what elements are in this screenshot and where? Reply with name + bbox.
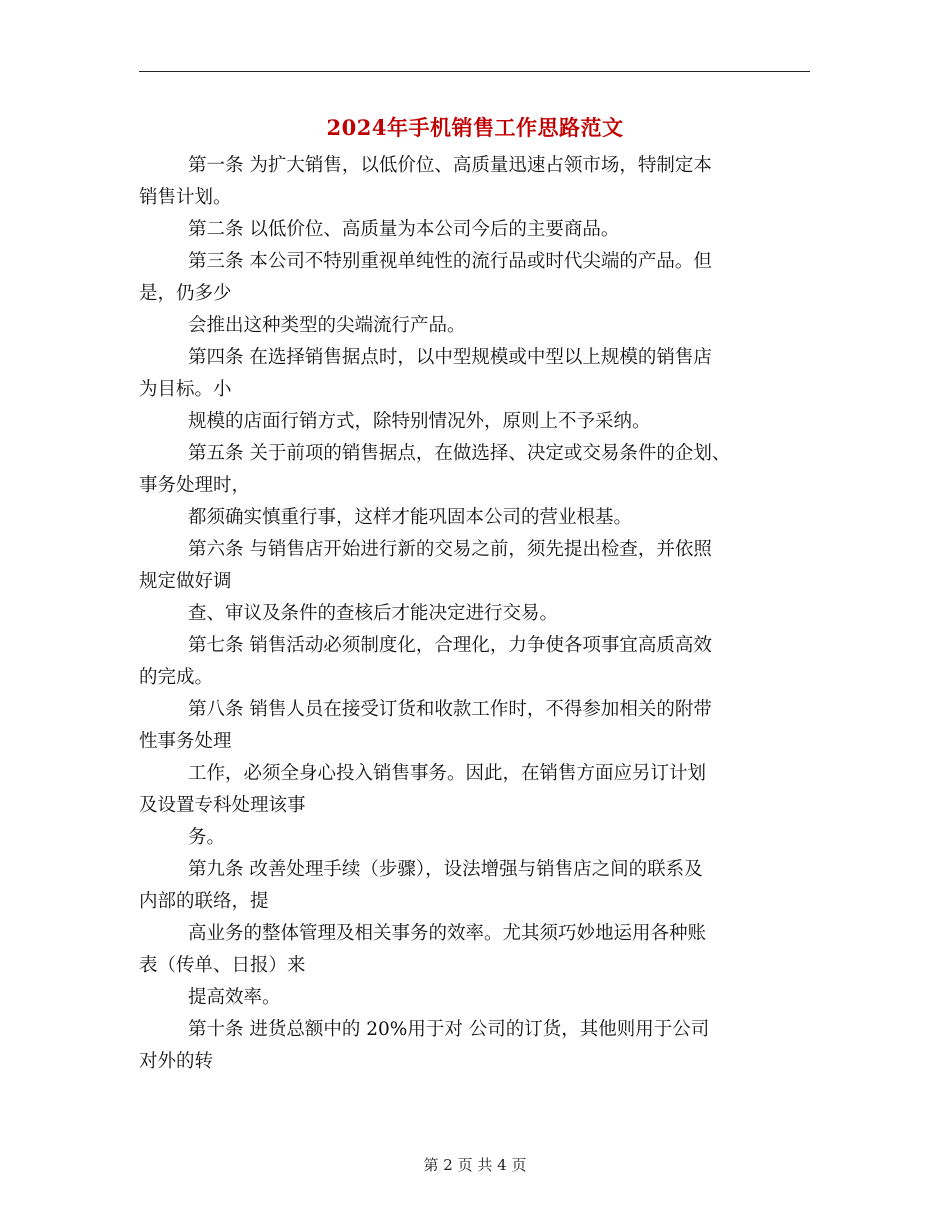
text-line: 第三条 本公司不特别重视单纯性的流行品或时代尖端的产品。但 <box>188 251 712 272</box>
header-rule <box>139 71 810 72</box>
text-line: 事务处理时， <box>139 475 251 496</box>
text-line: 的完成。 <box>139 667 214 688</box>
text-line: 规定做好调 <box>139 571 232 592</box>
text-line: 查、审议及条件的查核后才能决定进行交易。 <box>188 603 559 624</box>
text-line: 提高效率。 <box>188 987 281 1008</box>
text-line: 性事务处理 <box>139 731 232 752</box>
text-line: 及设置专科处理该事 <box>139 795 306 816</box>
text-line: 第五条 关于前项的销售据点，在做选择、决定或交易条件的企划、 <box>188 443 731 464</box>
text-line: 第九条 改善处理手续（步骤），设法增强与销售店之间的联系及 <box>188 859 703 880</box>
text-line: 第二条 以低价位、高质量为本公司今后的主要商品。 <box>188 219 620 240</box>
text-line: 高业务的整体管理及相关事务的效率。尤其须巧妙地运用各种账 <box>188 923 707 944</box>
text-line: 为目标。小 <box>139 379 232 400</box>
text-line: 表（传单、日报）来 <box>139 955 306 976</box>
text-line: 对外的转 <box>139 1051 214 1072</box>
text-line: 规模的店面行销方式，除特别情况外，原则上不予采纳。 <box>188 411 651 432</box>
text-line: 第八条 销售人员在接受订货和收款工作时，不得参加相关的附带 <box>188 699 712 720</box>
text-line: 会推出这种类型的尖端流行产品。 <box>188 315 466 336</box>
text-line: 销售计划。 <box>139 187 232 208</box>
text-line: 都须确实慎重行事，这样才能巩固本公司的营业根基。 <box>188 507 633 528</box>
text-line: 务。 <box>188 827 226 848</box>
text-line: 内部的联络，提 <box>139 891 269 912</box>
text-line: 第六条 与销售店开始进行新的交易之前，须先提出检查，并依照 <box>188 539 712 560</box>
page-number-footer: 第 2 页 共 4 页 <box>423 1156 527 1174</box>
document-title: 2024年手机销售工作思路范文 <box>326 115 624 140</box>
text-line: 工作，必须全身心投入销售事务。因此，在销售方面应另订计划 <box>188 763 707 784</box>
text-line: 是，仍多少 <box>139 283 232 304</box>
document-body <box>139 150 819 1078</box>
text-line: 第十条 进货总额中的 20%用于对 公司的订货，其他则用于公司 <box>188 1019 710 1040</box>
text-line: 第一条 为扩大销售，以低价位、高质量迅速占领市场，特制定本 <box>188 155 712 176</box>
text-line: 第四条 在选择销售据点时，以中型规模或中型以上规模的销售店 <box>188 347 712 368</box>
text-line: 第七条 销售活动必须制度化，合理化，力争使各项事宜高质高效 <box>188 635 712 656</box>
